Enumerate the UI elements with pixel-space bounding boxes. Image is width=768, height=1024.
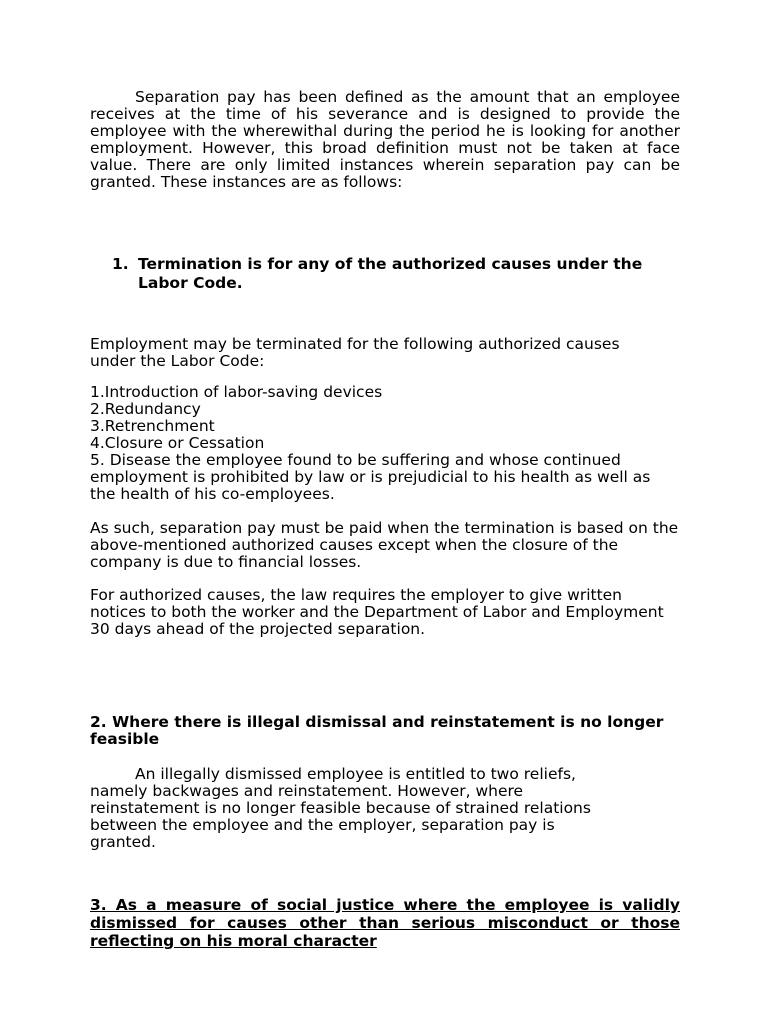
section-2-body	[90, 766, 620, 851]
list-item: 2.Redundancy	[90, 400, 201, 418]
written-notice-paragraph: For authorized causes, the law requires the employer to give written notices to both the worker and the Department of Labor and Employment 30 days ahead of the projected separation.	[90, 586, 664, 638]
section-1-heading-text: Termination is for any of the authorized causes under the Labor Code.	[138, 255, 643, 292]
separation-pay-paragraph: As such, separation pay must be paid when the termination is based on the above-mentioned authorized causes except when the closure of the company is due to financial losses.	[90, 519, 679, 571]
section-1-heading	[112, 255, 682, 293]
section-2-heading: 2. Where there is illegal dismissal and reinstatement is no longer feasible	[90, 713, 664, 748]
list-item: 5. Disease the employee found to be suffering and whose continued employment is prohibited by law or is prejudicial to his health as well as the health of his co-employees.	[90, 451, 651, 503]
list-item: 1.Introduction of labor-saving devices	[90, 383, 383, 401]
list-item: 4.Closure or Cessation	[90, 434, 265, 452]
causes-intro-paragraph: Employment may be terminated for the following authorized causes under the Labor Code:	[90, 335, 620, 370]
section-3-heading: 3. As a measure of social justice where the employee is validly dismissed for causes other than serious misconduct or those reflecting on his moral character	[90, 896, 680, 950]
intro-paragraph: Separation pay has been defined as the amount that an employee receives at the time of his severance and is designed to provide the employee with the wherewithal during the period he is looking for another employment. However, this broad definition must not be taken at face value. There are only limited instances wherein separation pay can be granted. These instances are as follows:	[90, 88, 680, 191]
section-1-number: 1.	[112, 255, 129, 273]
authorized-causes-list	[90, 384, 680, 503]
section-2-body-text: An illegally dismissed employee is entitled to two reliefs, namely backwages and reinstatement. However, where reinstatement is no longer feasible because of strained relations between the employee and the employer, separation pay is granted.	[90, 765, 591, 851]
list-item: 3.Retrenchment	[90, 417, 215, 435]
